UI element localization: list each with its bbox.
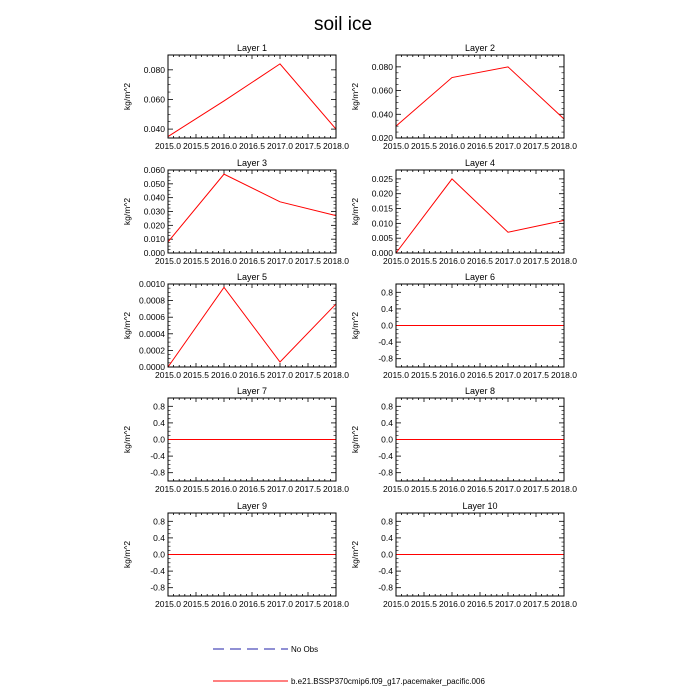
x-tick-label: 2017.0 <box>267 484 293 494</box>
x-tick-label: 2015.5 <box>411 141 437 151</box>
x-tick-label: 2016.5 <box>239 141 265 151</box>
x-tick-label: 2016.0 <box>439 599 465 609</box>
x-tick-label: 2015.0 <box>155 599 181 609</box>
y-tick-label: -0.8 <box>378 582 393 593</box>
x-tick-label: 2017.0 <box>495 256 521 266</box>
panel-layer-7 <box>122 386 349 494</box>
x-tick-label: 2018.0 <box>551 484 577 494</box>
x-tick-label: 2016.5 <box>467 599 493 609</box>
y-tick-label: 0.4 <box>153 532 165 543</box>
y-tick-label: 0.0 <box>381 549 393 560</box>
y-tick-label: -0.8 <box>378 353 393 364</box>
x-tick-label: 2017.0 <box>495 370 521 380</box>
x-tick-label: 2015.5 <box>411 599 437 609</box>
x-tick-label: 2015.5 <box>411 484 437 494</box>
y-tick-label: 0.025 <box>371 173 393 184</box>
y-tick-label: 0.0002 <box>139 345 165 356</box>
x-tick-label: 2016.5 <box>467 370 493 380</box>
x-tick-label: 2015.5 <box>411 370 437 380</box>
x-tick-label: 2018.0 <box>323 370 349 380</box>
y-tick-label: 0.4 <box>153 417 165 428</box>
y-tick-label: 0.0 <box>381 434 393 445</box>
y-tick-label: 0.4 <box>381 532 393 543</box>
y-tick-label: -0.8 <box>378 467 393 478</box>
x-tick-label: 2015.5 <box>183 599 209 609</box>
y-tick-label: 0.020 <box>371 188 393 199</box>
x-tick-label: 2015.5 <box>183 256 209 266</box>
panel-layer-5 <box>122 272 349 380</box>
panels-group <box>122 43 577 609</box>
y-tick-label: 0.015 <box>371 203 393 214</box>
x-tick-label: 2017.5 <box>523 599 549 609</box>
x-tick-label: 2017.5 <box>295 484 321 494</box>
x-tick-label: 2016.0 <box>439 141 465 151</box>
x-tick-label: 2017.5 <box>295 599 321 609</box>
series-line-layer-2 <box>396 67 564 126</box>
panel-layer-6 <box>350 272 577 380</box>
y-axis-label: kg/m^2 <box>350 311 360 340</box>
x-tick-label: 2018.0 <box>551 370 577 380</box>
x-tick-label: 2015.0 <box>155 141 181 151</box>
panel-layer-1 <box>122 43 349 151</box>
x-tick-label: 2016.5 <box>239 370 265 380</box>
x-tick-label: 2015.5 <box>183 370 209 380</box>
y-tick-label: 0.020 <box>371 133 393 143</box>
series-line-layer-1 <box>168 64 336 137</box>
x-tick-label: 2018.0 <box>551 599 577 609</box>
x-tick-label: 2016.0 <box>211 141 237 151</box>
x-tick-label: 2015.0 <box>383 599 409 609</box>
y-tick-label: 0.4 <box>381 303 393 314</box>
y-tick-label: -0.8 <box>150 467 165 478</box>
panel-title-layer-10: Layer 10 <box>462 501 498 511</box>
panel-title-layer-3: Layer 3 <box>236 158 268 168</box>
y-tick-label: 0.0 <box>153 434 165 445</box>
y-axis-label: kg/m^2 <box>350 82 360 111</box>
x-tick-label: 2017.0 <box>267 256 293 266</box>
y-tick-label: 0.0 <box>381 320 393 331</box>
panel-title-layer-9: Layer 9 <box>236 501 268 511</box>
x-tick-label: 2016.0 <box>439 370 465 380</box>
y-tick-label: 0.040 <box>143 124 165 135</box>
y-tick-label: 0.010 <box>371 218 393 229</box>
x-tick-label: 2016.5 <box>467 484 493 494</box>
x-tick-label: 2015.0 <box>155 256 181 266</box>
x-tick-label: 2017.5 <box>523 141 549 151</box>
y-tick-label: 0.080 <box>143 64 165 75</box>
x-tick-label: 2016.0 <box>211 370 237 380</box>
x-tick-label: 2015.0 <box>383 484 409 494</box>
y-axis-label: kg/m^2 <box>350 425 360 454</box>
panel-layer-4 <box>350 158 577 266</box>
x-tick-label: 2017.0 <box>495 599 521 609</box>
y-tick-label: 0.4 <box>381 417 393 428</box>
y-tick-label: 0.040 <box>143 192 165 203</box>
legend-no-obs-label: No Obs <box>291 645 319 654</box>
x-tick-label: 2018.0 <box>323 141 349 151</box>
y-axis-label: kg/m^2 <box>122 311 132 340</box>
x-tick-label: 2016.0 <box>211 599 237 609</box>
figure-title: soil ice <box>313 14 373 35</box>
x-tick-label: 2015.0 <box>155 370 181 380</box>
panel-layer-3 <box>122 158 349 266</box>
y-axis-label: kg/m^2 <box>350 540 360 569</box>
x-tick-label: 2015.0 <box>383 256 409 266</box>
x-tick-label: 2015.5 <box>411 256 437 266</box>
x-tick-label: 2016.5 <box>239 484 265 494</box>
y-tick-label: 0.0006 <box>139 312 165 323</box>
y-tick-label: 0.8 <box>381 516 393 527</box>
x-tick-label: 2016.5 <box>467 256 493 266</box>
y-tick-label: 0.0000 <box>139 362 165 372</box>
y-axis-label: kg/m^2 <box>122 197 132 226</box>
x-tick-label: 2016.0 <box>211 484 237 494</box>
y-tick-label: 0.000 <box>371 248 393 258</box>
panel-title-layer-7: Layer 7 <box>236 386 268 396</box>
y-tick-label: -0.4 <box>378 566 393 577</box>
y-tick-label: -0.4 <box>150 451 165 462</box>
x-tick-label: 2017.0 <box>267 599 293 609</box>
x-tick-label: 2018.0 <box>551 256 577 266</box>
x-tick-label: 2016.0 <box>211 256 237 266</box>
y-axis-label: kg/m^2 <box>122 425 132 454</box>
y-tick-label: 0.020 <box>143 220 165 231</box>
x-tick-label: 2015.5 <box>183 484 209 494</box>
panel-title-layer-6: Layer 6 <box>464 272 496 282</box>
y-tick-label: 0.005 <box>371 233 393 244</box>
x-tick-label: 2016.5 <box>467 141 493 151</box>
x-tick-label: 2017.5 <box>523 256 549 266</box>
x-tick-label: 2017.0 <box>267 370 293 380</box>
x-tick-label: 2017.5 <box>295 370 321 380</box>
legend <box>213 645 485 686</box>
y-tick-label: 0.060 <box>371 85 393 96</box>
x-tick-label: 2018.0 <box>323 256 349 266</box>
panel-layer-9 <box>122 501 349 609</box>
panel-layer-2 <box>350 43 577 151</box>
x-tick-label: 2015.0 <box>383 370 409 380</box>
y-tick-label: 0.060 <box>143 94 165 105</box>
x-tick-label: 2017.0 <box>267 141 293 151</box>
y-axis-label: kg/m^2 <box>350 197 360 226</box>
x-tick-label: 2018.0 <box>323 599 349 609</box>
x-tick-label: 2017.5 <box>295 256 321 266</box>
y-tick-label: -0.8 <box>150 582 165 593</box>
x-tick-label: 2017.5 <box>295 141 321 151</box>
panel-title-layer-1: Layer 1 <box>236 43 268 53</box>
series-line-layer-4 <box>396 179 564 253</box>
x-tick-label: 2015.5 <box>183 141 209 151</box>
x-tick-label: 2016.5 <box>239 599 265 609</box>
y-tick-label: 0.8 <box>381 401 393 412</box>
y-tick-label: 0.030 <box>143 206 165 217</box>
legend-series-label: b.e21.BSSP370cmip6.f09_g17.pacemaker_pacific.006 <box>291 677 485 686</box>
x-tick-label: 2017.0 <box>495 141 521 151</box>
y-tick-label: -0.4 <box>378 337 393 348</box>
x-tick-label: 2018.0 <box>323 484 349 494</box>
x-tick-label: 2016.0 <box>439 256 465 266</box>
x-tick-label: 2015.0 <box>155 484 181 494</box>
plot-frame-layer-4 <box>396 170 564 253</box>
series-line-layer-3 <box>168 174 336 242</box>
panel-layer-10 <box>350 501 577 609</box>
x-tick-label: 2016.5 <box>239 256 265 266</box>
x-tick-label: 2017.5 <box>523 484 549 494</box>
y-axis-label: kg/m^2 <box>122 82 132 111</box>
y-tick-label: 0.0008 <box>139 295 165 306</box>
x-tick-label: 2017.5 <box>523 370 549 380</box>
y-tick-label: 0.060 <box>143 165 165 175</box>
panel-title-layer-8: Layer 8 <box>464 386 496 396</box>
y-tick-label: 0.050 <box>143 178 165 189</box>
panel-title-layer-4: Layer 4 <box>464 158 496 168</box>
y-tick-label: 0.8 <box>153 401 165 412</box>
y-tick-label: -0.4 <box>378 451 393 462</box>
y-tick-label: 0.0004 <box>139 328 165 339</box>
y-tick-label: 0.010 <box>143 234 165 245</box>
plot-frame-layer-1 <box>168 55 336 138</box>
x-tick-label: 2016.0 <box>439 484 465 494</box>
y-tick-label: 0.000 <box>143 248 165 258</box>
y-tick-label: 0.080 <box>371 61 393 72</box>
y-tick-label: 0.040 <box>371 109 393 120</box>
y-axis-label: kg/m^2 <box>122 540 132 569</box>
panel-layer-8 <box>350 386 577 494</box>
plot-frame-layer-2 <box>396 55 564 138</box>
panel-title-layer-2: Layer 2 <box>464 43 496 53</box>
series-line-layer-5 <box>168 287 336 367</box>
x-tick-label: 2015.0 <box>383 141 409 151</box>
y-tick-label: 0.0010 <box>139 279 165 289</box>
panel-title-layer-5: Layer 5 <box>236 272 268 282</box>
y-tick-label: 0.8 <box>153 516 165 527</box>
x-tick-label: 2017.0 <box>495 484 521 494</box>
x-tick-label: 2018.0 <box>551 141 577 151</box>
y-tick-label: 0.8 <box>381 287 393 298</box>
y-tick-label: 0.0 <box>153 549 165 560</box>
y-tick-label: -0.4 <box>150 566 165 577</box>
